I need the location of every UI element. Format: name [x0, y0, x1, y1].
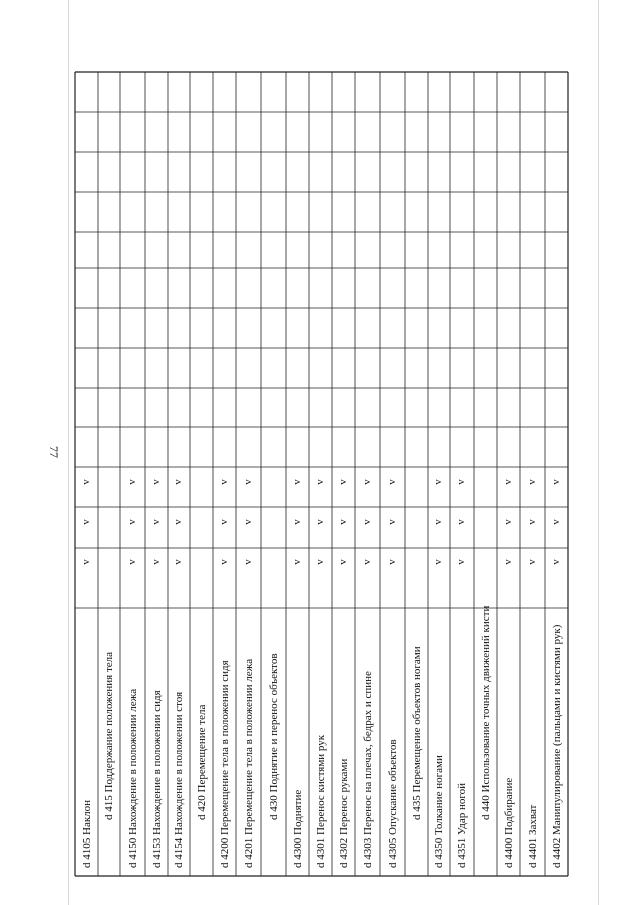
check-mark: v — [360, 559, 373, 565]
check-mark: v — [290, 559, 303, 565]
check-mark: v — [217, 559, 230, 565]
check-mark: v — [525, 479, 538, 485]
check-mark: v — [336, 479, 349, 485]
section-heading: d 430 Поднятие и перенос объектов — [267, 653, 280, 820]
check-mark: v — [290, 519, 303, 525]
check-mark: v — [549, 559, 562, 565]
check-mark: v — [313, 479, 326, 485]
row-label: d 4200 Перемещение тела в положении сидя — [218, 660, 231, 868]
page-number: 77 — [47, 446, 61, 458]
check-mark: v — [290, 479, 303, 485]
check-mark: v — [336, 519, 349, 525]
check-mark: v — [432, 479, 444, 485]
check-mark: v — [217, 519, 230, 525]
check-mark: v — [455, 519, 467, 525]
check-mark: v — [455, 479, 467, 485]
check-mark: v — [455, 559, 467, 565]
check-mark: v — [336, 559, 349, 565]
check-mark: v — [432, 519, 444, 525]
check-mark: v — [241, 559, 254, 565]
check-mark: v — [79, 519, 92, 525]
check-mark: v — [549, 479, 562, 485]
check-mark: v — [385, 559, 398, 565]
check-mark: v — [172, 559, 184, 565]
check-mark: v — [125, 479, 138, 485]
row-label: d 4402 Манипулирование (пальцами и кистями рук) — [550, 624, 563, 868]
check-mark: v — [360, 479, 373, 485]
section-heading: d 420 Перемещение тела — [195, 704, 208, 820]
section-heading: d 440 Использование точных движений кисти — [479, 605, 492, 820]
check-mark: v — [385, 519, 398, 525]
check-mark: v — [149, 479, 162, 485]
check-mark: v — [313, 519, 326, 525]
row-label: d 4401 Захват — [526, 804, 539, 868]
check-mark: v — [549, 519, 562, 525]
row-label: d 4305 Опускание объектов — [386, 739, 399, 868]
check-mark: v — [241, 519, 254, 525]
row-label: d 4303 Перенос на плечах, бедрах и спине — [361, 671, 374, 868]
check-mark: v — [360, 519, 373, 525]
check-mark: v — [385, 479, 398, 485]
check-mark: v — [241, 479, 254, 485]
check-mark: v — [525, 559, 538, 565]
row-label: d 4400 Подбирание — [502, 777, 515, 868]
row-label: d 4154 Нахождение в положении стоя — [173, 691, 185, 868]
row-label: d 4300 Поднятие — [291, 789, 304, 868]
section-heading: d 435 Перемещение объектов ногами — [410, 646, 423, 820]
check-mark: v — [172, 519, 184, 525]
row-label: d 4150 Нахождение в положении лежа — [126, 688, 139, 868]
row-label: d 4351 Удар ногой — [456, 783, 468, 868]
check-mark: v — [149, 559, 162, 565]
row-label: d 4302 Перенос руками — [337, 758, 350, 868]
row-label: d 4153 Нахождение в положении сидя — [150, 690, 163, 868]
check-mark: v — [501, 519, 514, 525]
check-mark: v — [125, 519, 138, 525]
row-label: d 4201 Перемещение тела в положении лежа — [242, 658, 255, 868]
row-label: d 4301 Перенос кистями рук — [314, 734, 327, 868]
row-label: d 4350 Толкание ногами — [433, 755, 445, 868]
check-mark: v — [525, 519, 538, 525]
check-mark: v — [172, 479, 184, 485]
row-label: d 4105 Наклон — [80, 799, 93, 868]
check-mark: v — [501, 559, 514, 565]
check-mark: v — [217, 479, 230, 485]
check-mark: v — [79, 559, 92, 565]
check-mark: v — [149, 519, 162, 525]
check-mark: v — [501, 479, 514, 485]
check-mark: v — [125, 559, 138, 565]
check-mark: v — [432, 559, 444, 565]
section-heading: d 415 Поддержание положения тела — [103, 651, 115, 820]
check-mark: v — [79, 479, 92, 485]
check-mark: v — [313, 559, 326, 565]
